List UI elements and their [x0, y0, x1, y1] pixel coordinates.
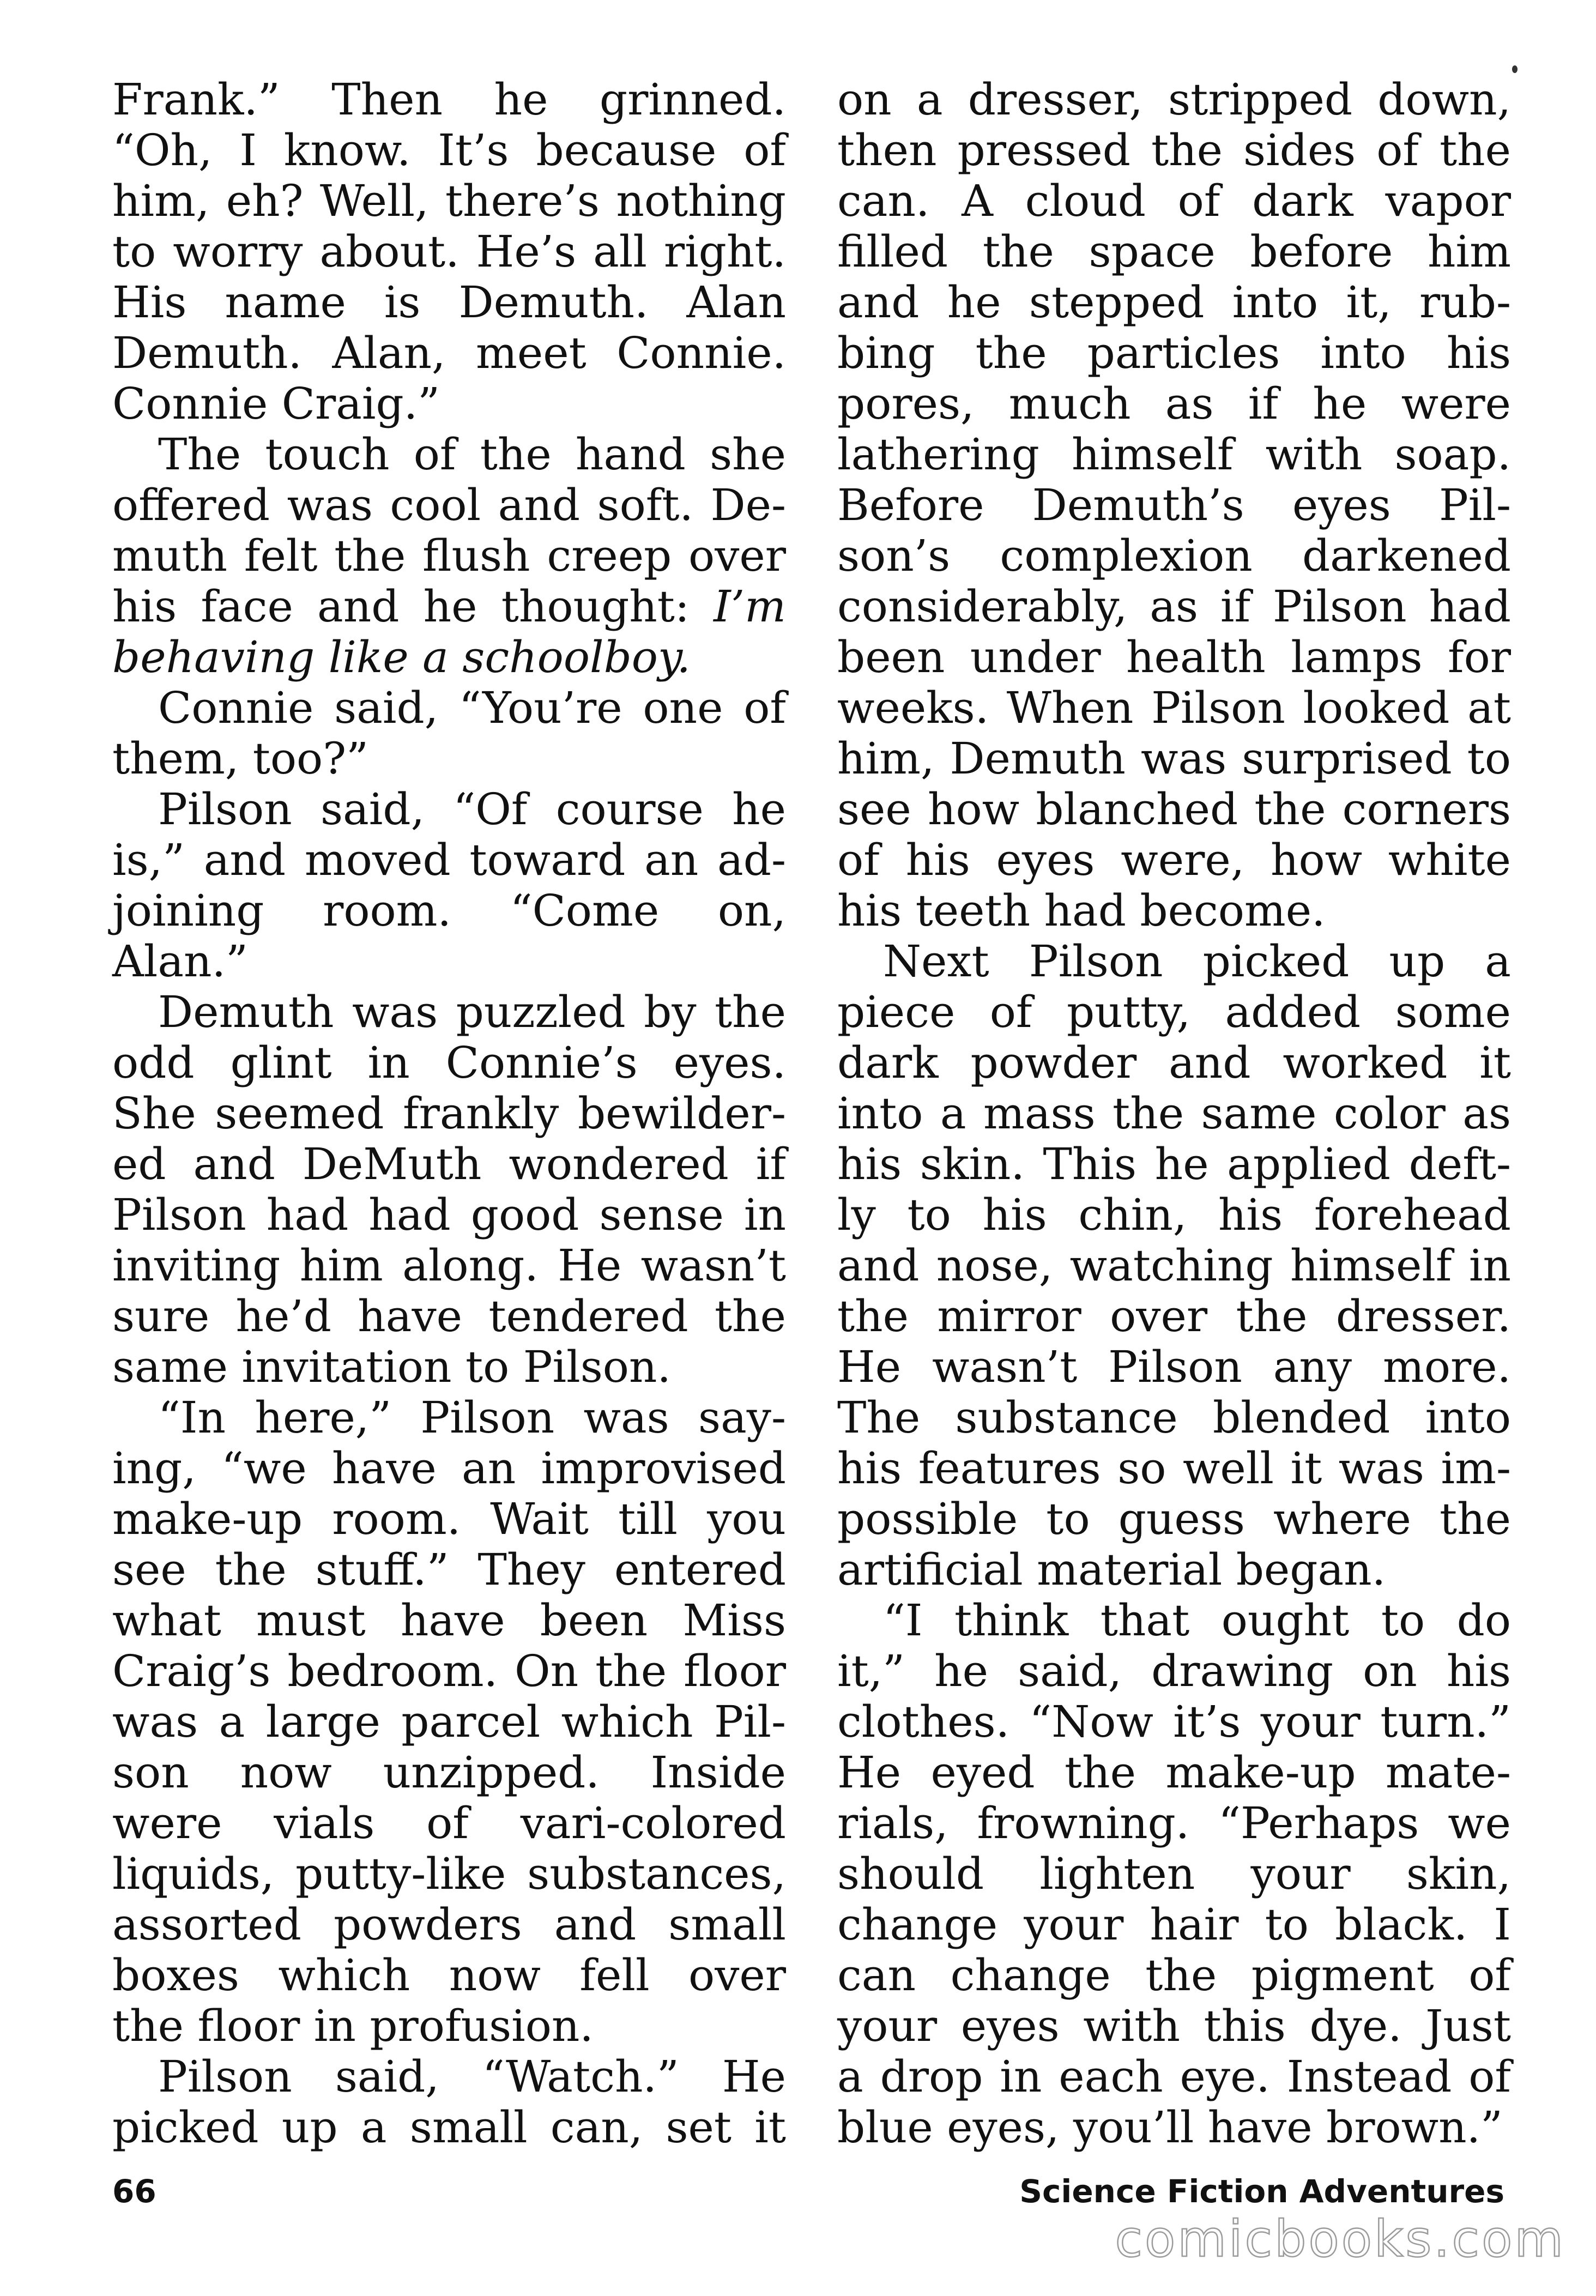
text-line: “In here,” Pilson was say- [158, 1392, 786, 1443]
text-line: boxes which now fell over [112, 1950, 786, 2001]
text-line: His name is Demuth. Alan [112, 277, 786, 328]
text-line: been under health lamps for [837, 632, 1511, 682]
text-line: Connie said, “You’re one of [158, 682, 786, 733]
text-line: the floor in profusion. [112, 2001, 594, 2051]
text-line: Frank.” Then he grinned. [112, 74, 786, 125]
text-line: picked up a small can, set it [112, 2102, 786, 2153]
left-text-column [112, 74, 786, 2153]
running-title: Science Fiction Adventures [1019, 2173, 1504, 2210]
text-line: him, eh? Well, there’s nothing [112, 176, 786, 226]
text-line: your eyes with this dye. Just [837, 2001, 1511, 2051]
text-line: ly to his chin, his forehead [837, 1189, 1511, 1240]
text-line [112, 632, 786, 682]
text-line: piece of putty, added some [837, 987, 1511, 1037]
text-line: She seemed frankly bewilder- [112, 1088, 786, 1139]
text-line: considerably, as if Pilson had [837, 581, 1511, 632]
text-line: and he stepped into it, rub- [837, 277, 1511, 328]
text-line: into a mass the same color as [837, 1088, 1511, 1139]
text-line: same invitation to Pilson. [112, 1342, 671, 1392]
text-line: offered was cool and soft. De- [112, 480, 786, 530]
text-line: see the stuff.” They entered [112, 1544, 786, 1595]
text-line: weeks. When Pilson looked at [837, 682, 1511, 733]
text-line: what must have been Miss [112, 1595, 786, 1646]
text-line: Pilson had had good sense in [112, 1189, 786, 1240]
emphasized-text: behaving like a schoolboy. [112, 632, 691, 682]
text-line: ed and DeMuth wondered if [112, 1139, 786, 1189]
text-line: his skin. This he applied deft- [837, 1139, 1511, 1189]
text-line: odd glint in Connie’s eyes. [112, 1037, 786, 1088]
text-line: is,” and moved toward an ad- [112, 835, 786, 885]
text-line: his features so well it was im- [837, 1443, 1511, 1494]
text-line: possible to guess where the [837, 1494, 1511, 1544]
text-line: Demuth. Alan, meet Connie. [112, 328, 786, 378]
text-line: them, too?” [112, 733, 368, 784]
ink-speck [1512, 65, 1518, 73]
text-line: pores, much as if he were [837, 378, 1511, 429]
text-line: can change the pigment of [837, 1950, 1511, 2001]
text-line: ing, “we have an improvised [112, 1443, 786, 1494]
text-line: his face and he thought: I’m [112, 581, 786, 632]
text-line: sure he’d have tendered the [112, 1291, 786, 1342]
text-line: bing the particles into his [837, 328, 1511, 378]
text-line: rials, frowning. “Perhaps we [837, 1798, 1511, 1848]
text-line: Pilson said, “Watch.” He [158, 2051, 786, 2102]
text-line: should lighten your skin, [837, 1848, 1511, 1899]
text-line: the mirror over the dresser. [837, 1291, 1511, 1342]
text-line: The substance blended into [837, 1392, 1511, 1443]
text-line: was a large parcel which Pil- [112, 1696, 786, 1747]
text-line: his teeth had become. [837, 885, 1326, 936]
text-line: Next Pilson picked up a [883, 936, 1511, 987]
text-line: can. A cloud of dark vapor [837, 176, 1511, 226]
text-line: Craig’s bedroom. On the floor [112, 1646, 786, 1696]
text-line: “Oh, I know. It’s because of [112, 125, 786, 176]
text-line: it,” he said, drawing on his [837, 1646, 1511, 1696]
text-line: then pressed the sides of the [837, 125, 1511, 176]
text-line: Demuth was puzzled by the [158, 987, 786, 1037]
text-line: inviting him along. He wasn’t [112, 1240, 786, 1291]
text-line: He wasn’t Pilson any more. [837, 1342, 1511, 1392]
text-line: assorted powders and small [112, 1899, 786, 1950]
text-line: artificial material began. [837, 1544, 1386, 1595]
text-line: son’s complexion darkened [837, 530, 1511, 581]
text-line: son now unzipped. Inside [112, 1747, 786, 1798]
text-line: dark powder and worked it [837, 1037, 1511, 1088]
text-line: joining room. “Come on, [112, 885, 786, 936]
text-line: Alan.” [112, 936, 248, 987]
emphasized-text: I’m [714, 581, 786, 632]
text-line: filled the space before him [837, 226, 1511, 277]
text-line: Before Demuth’s eyes Pil- [837, 480, 1511, 530]
text-line: make-up room. Wait till you [112, 1494, 786, 1544]
text-line: clothes. “Now it’s your turn.” [837, 1696, 1511, 1747]
text-line: on a dresser, stripped down, [837, 74, 1511, 125]
text-line: of his eyes were, how white [837, 835, 1511, 885]
text-line: The touch of the hand she [158, 429, 786, 480]
text-line: muth felt the flush creep over [112, 530, 786, 581]
text-line: liquids, putty-like substances, [112, 1848, 786, 1899]
text-line: He eyed the make-up mate- [837, 1747, 1511, 1798]
text-line: were vials of vari-colored [112, 1798, 786, 1848]
text-line: Connie Craig.” [112, 378, 440, 429]
watermark-logo: comicbooks.com [1115, 2210, 1565, 2268]
text-line: a drop in each eye. Instead of [837, 2051, 1511, 2102]
text-line: Pilson said, “Of course he [158, 784, 786, 835]
text-line: to worry about. He’s all right. [112, 226, 786, 277]
text-line: lathering himself with soap. [837, 429, 1511, 480]
right-text-column [837, 74, 1511, 2153]
text-line: see how blanched the corners [837, 784, 1511, 835]
text-line: and nose, watching himself in [837, 1240, 1511, 1291]
text-line: change your hair to black. I [837, 1899, 1511, 1950]
text-line: “I think that ought to do [883, 1595, 1511, 1646]
page-number: 66 [112, 2173, 156, 2210]
text-line: blue eyes, you’ll have brown.” [837, 2102, 1503, 2153]
text-line: him, Demuth was surprised to [837, 733, 1511, 784]
